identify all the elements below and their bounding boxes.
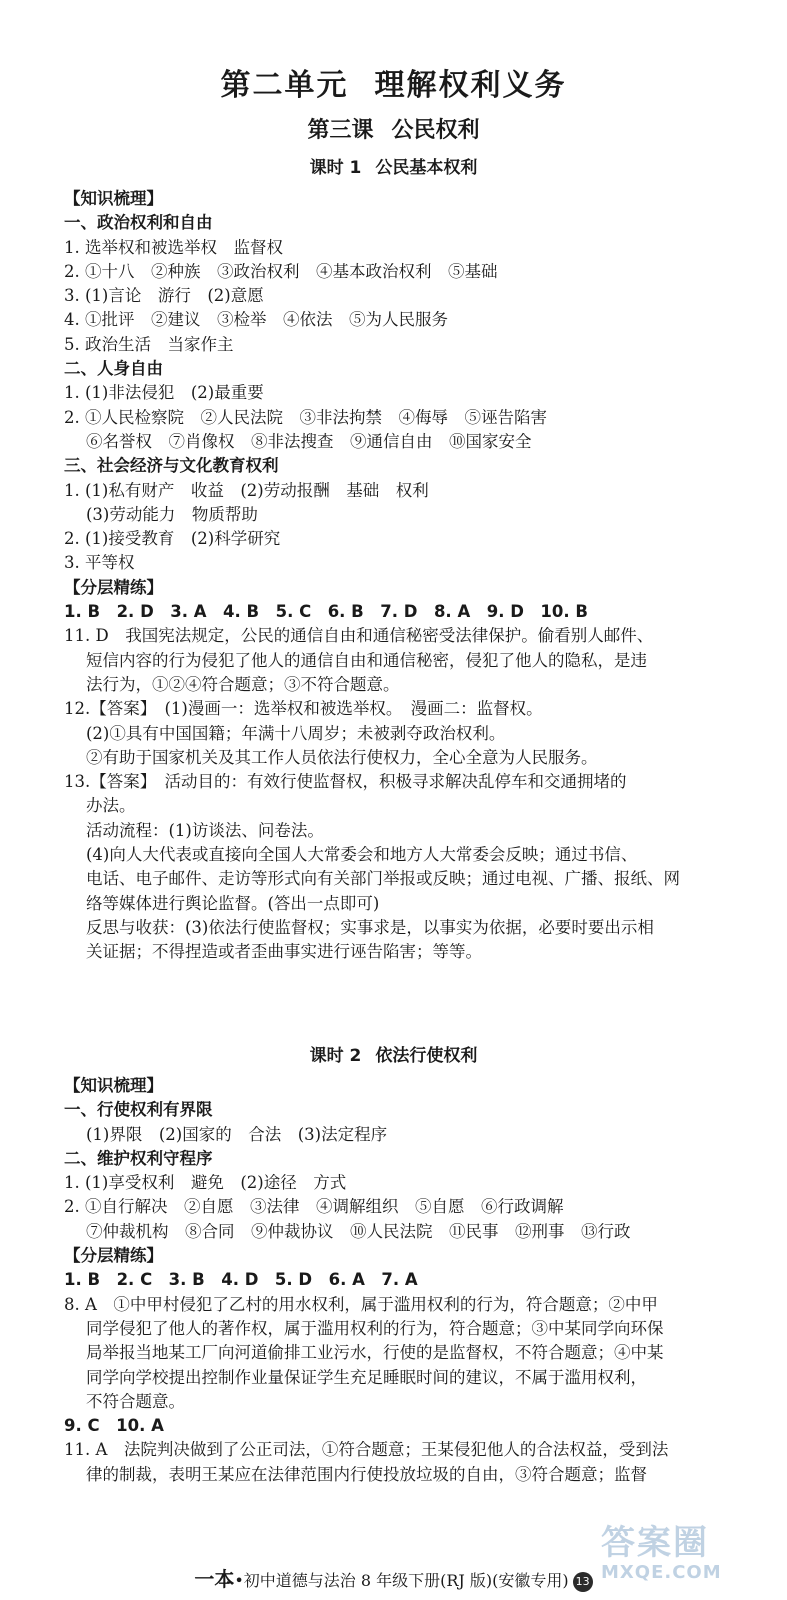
text-line: ⑦仲裁机构 ⑧合同 ⑨仲裁协议 ⑩人民法院 ⑪民事 ⑫刑事 ⑬行政 [86, 1221, 631, 1241]
text-line: 三、社会经济与文化教育权利 [64, 456, 279, 476]
text-line: 2. ①十八 ②种族 ③政治权利 ④基本政治权利 ⑤基础 [64, 261, 498, 281]
text-line: (3)劳动能力 物质帮助 [86, 504, 258, 524]
text-line: 律的制裁，表明王某应在法律范围内行使投放垃圾的自由，③符合题意；监督 [86, 1464, 647, 1484]
text-line: 活动流程：(1)访谈法、问卷法。 [86, 820, 324, 840]
text-line: 二、维护权利守程序 [64, 1148, 213, 1168]
text-line: 1. (1)私有财产 收益 (2)劳动报酬 基础 权利 [64, 480, 429, 500]
section-2-name: 依法行使权利 [375, 1046, 478, 1066]
section-1-name: 公民基本权利 [375, 158, 478, 178]
text-line: 同学向学校提出控制作业量保证学生充足睡眠时间的建议，不属于滥用权利， [86, 1367, 647, 1387]
lesson-name: 公民权利 [391, 118, 480, 143]
text-line: 【知识梳理】 [64, 1076, 163, 1095]
text-line: 络等媒体进行舆论监督。(答出一点即可) [86, 893, 380, 913]
text-line: ②有助于国家机关及其工作人员依法行使权力，全心全意为人民服务。 [86, 747, 598, 767]
section-2-number: 课时 2 [309, 1046, 362, 1066]
unit-name: 理解权利义务 [374, 68, 567, 103]
text-line: 【分层精练】 [64, 577, 163, 597]
text-line: 9. C 10. A [64, 1416, 164, 1436]
text-line: 短信内容的行为侵犯了他人的通信自由和通信秘密，侵犯了他人的隐私，是违 [86, 650, 647, 670]
text-line: 关证据；不得捏造或者歪曲事实进行诬告陷害；等等。 [86, 942, 482, 962]
text-line: 2. ①人民检察院 ②人民法院 ③非法拘禁 ④侮辱 ⑤诬告陷害 [64, 407, 547, 427]
text-line: 局举报当地某工厂向河道偷排工业污水，行使的是监督权，不符合题意；④中某 [86, 1343, 664, 1363]
text-line: 同学侵犯了他人的著作权，属于滥用权利的行为，符合题意；③中某同学向环保 [86, 1318, 664, 1338]
text-line: 反思与收获：(3)依法行使监督权；实事求是，以事实为依据，必要时要出示相 [86, 917, 654, 937]
text-line: (4)向人大代表或直接向全国人大常委会和地方人大常委会反映；通过书信、 [86, 845, 638, 865]
watermark-logo [601, 1515, 771, 1585]
text-line: 8. A ①中甲村侵犯了乙村的用水权利，属于滥用权利的行为，符合题意；②中甲 [64, 1294, 658, 1314]
text-line: 电话、电子邮件、走访等形式向有关部门举报或反映；通过电视、广播、报纸、网 [86, 869, 680, 889]
text-line: 办法。 [86, 796, 136, 816]
section-title-2 [0, 1041, 787, 1066]
section-1-number: 课时 1 [309, 158, 362, 178]
text-line: 12.【答案】 (1)漫画一：选举权和被选举权。 漫画二：监督权。 [64, 699, 543, 719]
text-line: 13.【答案】 活动目的：有效行使监督权，积极寻求解决乱停车和交通拥堵的 [64, 772, 627, 792]
watermark-title: 答案圈 [601, 1523, 709, 1563]
text-line: 1. (1)享受权利 避免 (2)途径 方式 [64, 1173, 347, 1193]
text-line: 1. B 2. D 3. A 4. B 5. C 6. B 7. D 8. A 9. D 10. B [64, 602, 588, 622]
text-line: (1)界限 (2)国家的 合法 (3)法定程序 [86, 1124, 388, 1144]
text-line: 【分层精练】 [64, 1246, 163, 1266]
page-number: 13 [573, 1572, 593, 1592]
lesson-title [0, 113, 787, 144]
section-2-body [64, 1074, 729, 1487]
text-line: 2. (1)接受教育 (2)科学研究 [64, 529, 281, 549]
watermark-url: MXQE.COM [601, 1562, 722, 1583]
text-line: 2. ①自行解决 ②自愿 ③法律 ④调解组织 ⑤自愿 ⑥行政调解 [64, 1197, 564, 1217]
footer-brand: 一本 [194, 1567, 235, 1591]
text-line: 1. (1)非法侵犯 (2)最重要 [64, 383, 264, 403]
text-line: 1. B 2. C 3. B 4. D 5. D 6. A 7. A [64, 1270, 418, 1290]
text-line: 3. 平等权 [64, 553, 135, 573]
text-line: 1. 选举权和被选举权 监督权 [64, 237, 283, 257]
text-line: 不符合题意。 [86, 1391, 185, 1411]
text-line: 4. ①批评 ②建议 ③检举 ④依法 ⑤为人民服务 [64, 310, 448, 330]
text-line: ⑥名誉权 ⑦肖像权 ⑧非法搜查 ⑨通信自由 ⑩国家安全 [86, 431, 532, 451]
section-1-body [64, 187, 729, 965]
unit-title [0, 60, 787, 104]
lesson-number: 第三课 [307, 118, 374, 143]
text-line: (2)①具有中国国籍；年满十八周岁；未被剥夺政治权利。 [86, 723, 506, 743]
text-line: 11. D 我国宪法规定，公民的通信自由和通信秘密受法律保护。偷看别人邮件、 [64, 626, 654, 646]
text-line: 一、政治权利和自由 [64, 213, 213, 233]
footer-book-title: •初中道德与法治 8 年级下册(RJ 版)(安徽专用) [234, 1571, 569, 1590]
text-line: 5. 政治生活 当家作主 [64, 334, 234, 354]
text-line: 法行为，①②④符合题意；③不符合题意。 [86, 674, 400, 694]
unit-number: 第二单元 [220, 68, 349, 103]
text-line: 二、人身自由 [64, 359, 163, 379]
text-line: 11. A 法院判决做到了公正司法，①符合题意；王某侵犯他人的合法权益，受到法 [64, 1440, 669, 1460]
section-title-1 [0, 153, 787, 178]
text-line: 一、行使权利有界限 [64, 1100, 213, 1120]
text-line: 3. (1)言论 游行 (2)意愿 [64, 286, 264, 306]
text-line: 【知识梳理】 [64, 189, 163, 208]
